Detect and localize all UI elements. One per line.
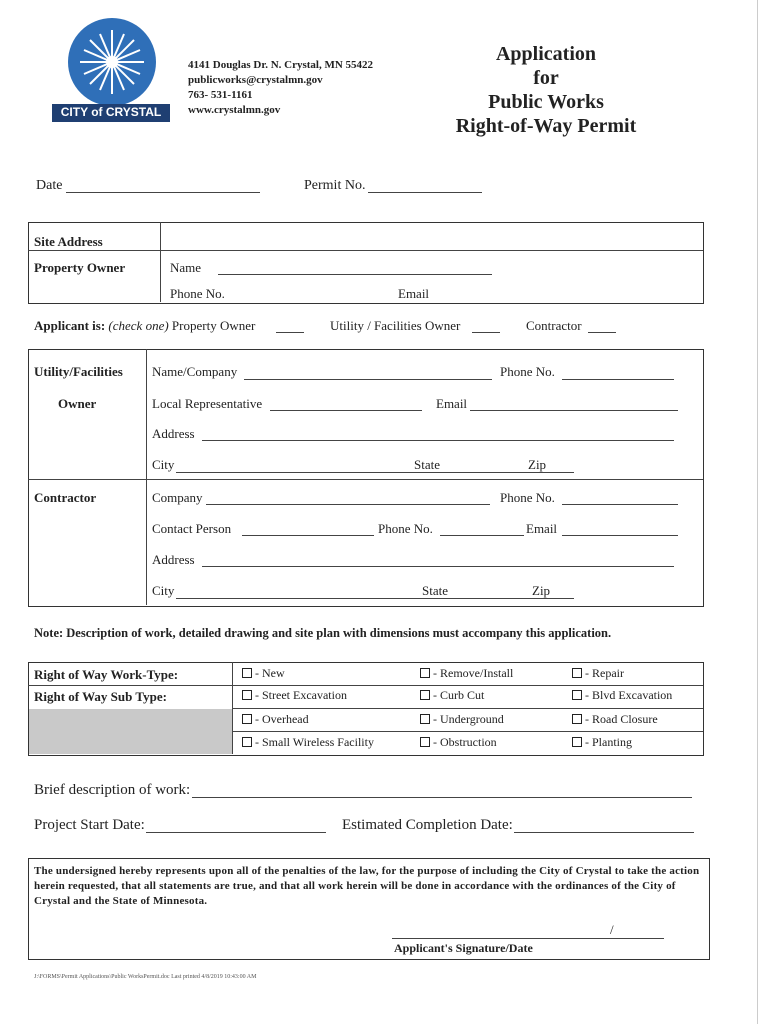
utility-phone-field[interactable]	[562, 379, 674, 380]
option-blvd-excavation[interactable]: - Blvd Excavation	[572, 688, 672, 703]
utility-email-field[interactable]	[470, 410, 678, 411]
declaration-text: The undersigned hereby represents upon all of the penalties of the law, for the purpose of including the City of Crystal to take the action herein requested, that all statements are true, and that all work herein will be done in accordance with the ordinances of the City of Crystal and the State of Minnesota.	[34, 865, 700, 907]
option-street-excavation[interactable]: - Street Excavation	[242, 688, 347, 703]
option-planting[interactable]: - Planting	[572, 735, 632, 750]
address-text: 4141 Douglas Dr. N. Crystal, MN 55422	[188, 59, 374, 71]
checkbox-icon[interactable]	[242, 690, 252, 700]
start-date-field[interactable]	[146, 832, 326, 833]
checkbox-icon[interactable]	[572, 690, 582, 700]
page-edge	[757, 0, 758, 1024]
title-line-3: Public Works	[488, 91, 604, 113]
utility-label-2: Owner	[58, 396, 97, 411]
checkbox-icon[interactable]	[572, 714, 582, 724]
utility-label-1: Utility/Facilities	[34, 364, 123, 379]
contractor-city-label: City	[152, 583, 175, 598]
logo-text: CITY of CRYSTAL	[60, 105, 162, 119]
option-overhead[interactable]: - Overhead	[242, 712, 309, 727]
page-title	[430, 42, 662, 138]
contractor-label: Contractor	[34, 490, 97, 505]
checkbox-icon[interactable]	[572, 668, 582, 678]
contractor-address-label: Address	[152, 552, 195, 567]
utility-name-company-field[interactable]	[244, 379, 492, 380]
note-text: Note: Description of work, detailed drawing and site plan with dimensions must accompany this application.	[34, 626, 612, 640]
checkbox-icon[interactable]	[420, 668, 430, 678]
checkbox-icon[interactable]	[420, 737, 430, 747]
contractor-company-field[interactable]	[206, 504, 490, 505]
completion-date-label: Estimated Completion Date:	[342, 817, 513, 833]
phone-text: 763- 531-1161	[188, 89, 253, 101]
utility-phone-label: Phone No.	[500, 364, 555, 379]
title-line-4: Right-of-Way Permit	[455, 115, 637, 137]
brief-description-field[interactable]	[192, 797, 692, 798]
contractor-email-label: Email	[526, 521, 558, 536]
city-logo	[50, 12, 172, 124]
checkbox-icon[interactable]	[420, 714, 430, 724]
utility-contractor-section	[28, 349, 704, 607]
utility-local-rep-field[interactable]	[270, 410, 422, 411]
contractor-email-field[interactable]	[562, 535, 678, 536]
applicant-check-one: (check one)	[108, 318, 169, 333]
website-link[interactable]: www.crystalmn.gov	[188, 104, 281, 116]
option-repair[interactable]: - Repair	[572, 666, 624, 681]
date-label: Date	[36, 178, 63, 193]
contractor-state-label: State	[422, 583, 448, 598]
owner-name-field[interactable]	[218, 274, 492, 275]
work-type-label: Right of Way Work-Type:	[34, 667, 179, 682]
contractor-zip-label: Zip	[532, 583, 551, 598]
contractor-city-state-zip-field[interactable]	[176, 598, 574, 599]
date-field[interactable]	[66, 192, 260, 193]
owner-phone-label: Phone No.	[170, 286, 225, 301]
title-line-2: for	[533, 67, 559, 89]
applicant-opt-property-owner: Property Owner	[171, 318, 256, 333]
utility-local-rep-label: Local Representative	[152, 396, 263, 411]
option-obstruction[interactable]: - Obstruction	[420, 735, 497, 750]
applicant-property-owner-field[interactable]	[276, 332, 304, 333]
option-underground[interactable]: - Underground	[420, 712, 504, 727]
option-new[interactable]: - New	[242, 666, 285, 681]
applicant-row	[34, 318, 255, 334]
applicant-opt-utility: Utility / Facilities Owner	[330, 318, 461, 333]
signature-field[interactable]	[392, 938, 664, 939]
owner-name-label: Name	[170, 260, 202, 275]
checkbox-icon[interactable]	[242, 737, 252, 747]
checkbox-icon[interactable]	[572, 737, 582, 747]
utility-address-label: Address	[152, 426, 195, 441]
owner-email-label: Email	[398, 286, 430, 301]
option-road-closure[interactable]: - Road Closure	[572, 712, 658, 727]
applicant-utility-field[interactable]	[472, 332, 500, 333]
footer-path: J:\FORMS\Permit Applications\Public WorksPermit.doc Last printed 4/8/2019 10:43:00 AM	[34, 974, 257, 980]
email-link[interactable]: publicworks@crystalmn.gov	[188, 74, 323, 86]
contractor-contact-field[interactable]	[242, 535, 374, 536]
utility-email-label: Email	[436, 396, 468, 411]
option-curb-cut[interactable]: - Curb Cut	[420, 688, 484, 703]
contractor-phone2-field[interactable]	[440, 535, 524, 536]
sub-type-label: Right of Way Sub Type:	[34, 689, 167, 704]
brief-description-label: Brief description of work:	[34, 782, 191, 798]
utility-city-state-zip-field[interactable]	[176, 472, 574, 473]
permit-label: Permit No.	[304, 178, 366, 193]
signature-label: Applicant's Signature/Date	[394, 941, 533, 955]
utility-state-label: State	[414, 457, 440, 472]
option-remove-install[interactable]: - Remove/Install	[420, 666, 513, 681]
applicant-contractor-field[interactable]	[588, 332, 616, 333]
title-line-1: Application	[495, 43, 597, 65]
checkbox-icon[interactable]	[242, 668, 252, 678]
permit-field[interactable]	[368, 192, 482, 193]
work-type-shaded-cell	[29, 709, 232, 754]
site-address-label: Site Address	[34, 234, 103, 249]
contractor-phone2-label: Phone No.	[378, 521, 433, 536]
utility-address-field[interactable]	[202, 440, 674, 441]
signature-slash: /	[610, 922, 614, 937]
utility-name-company-label: Name/Company	[152, 364, 238, 379]
utility-city-label: City	[152, 457, 175, 472]
contractor-contact-label: Contact Person	[152, 521, 232, 536]
contractor-company-label: Company	[152, 490, 203, 505]
contractor-address-field[interactable]	[202, 566, 674, 567]
completion-date-field[interactable]	[514, 832, 694, 833]
applicant-prefix: Applicant is:	[34, 318, 106, 333]
applicant-opt-contractor: Contractor	[526, 318, 582, 333]
contractor-phone-label: Phone No.	[500, 490, 555, 505]
option-small-wireless[interactable]: - Small Wireless Facility	[242, 735, 374, 750]
site-address-section	[28, 222, 704, 304]
start-date-label: Project Start Date:	[34, 817, 145, 833]
contractor-phone-field[interactable]	[562, 504, 678, 505]
utility-zip-label: Zip	[528, 457, 547, 472]
property-owner-label: Property Owner	[34, 260, 126, 275]
contact-block	[188, 58, 373, 118]
checkbox-icon[interactable]	[242, 714, 252, 724]
checkbox-icon[interactable]	[420, 690, 430, 700]
